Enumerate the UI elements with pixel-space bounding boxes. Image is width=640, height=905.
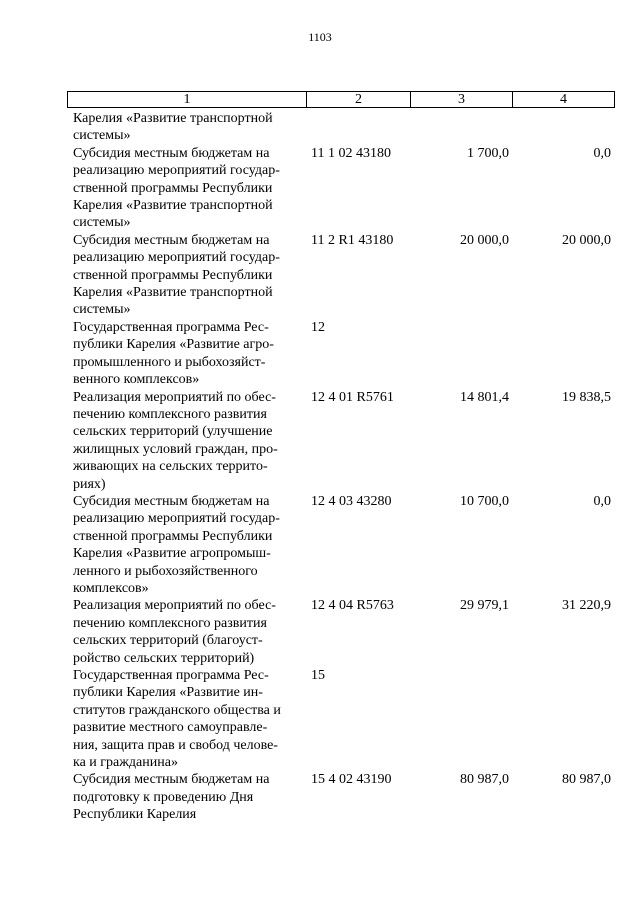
row-name: Субсидия местным бюджетам на реализацию мероприятий государ- ственной программы Республики Карелия «Развитие транспортной системы» (73, 145, 280, 231)
row-value-1: 29 979,1 (460, 598, 509, 614)
table-row (67, 232, 615, 319)
row-name: Реализация мероприятий по обес- печению комплексного развития сельских территорий (благоуст- ройство сельских территорий) (73, 598, 276, 666)
header-col-4: 4 (512, 92, 614, 107)
row-code: 11 1 02 43180 (311, 145, 391, 161)
row-value-2: 0,0 (593, 145, 611, 161)
table-body (67, 110, 615, 824)
header-col-3: 3 (410, 92, 512, 107)
table-row (67, 493, 615, 597)
row-name: Субсидия местным бюджетам на реализацию мероприятий государ- ственной программы Республики Карелия «Развитие транспортной системы» (73, 232, 280, 318)
row-name: Субсидия местным бюджетам на подготовку к проведению Дня Республики Карелия (73, 772, 270, 823)
header-col-1: 1 (183, 92, 191, 107)
table-row (67, 771, 615, 823)
row-value-1: 14 801,4 (460, 389, 509, 405)
row-name: Реализация мероприятий по обес- печению комплексного развития сельских территорий (улучшение жилищных условий граждан, про- живающих на сельских террито- риях) (73, 389, 278, 492)
row-code: 12 4 01 R5761 (311, 389, 394, 405)
row-code: 12 (311, 319, 325, 335)
row-value-2: 80 987,0 (562, 772, 611, 788)
row-value-2 (511, 110, 613, 145)
row-value-1 (409, 319, 511, 389)
row-value-2: 19 838,5 (562, 389, 611, 405)
row-code: 12 4 03 43280 (311, 493, 392, 509)
row-name: Субсидия местным бюджетам на реализацию мероприятий государ- ственной программы Республики Карелия «Развитие агропромыш- ленного и рыбохозяйственного комплексов» (73, 493, 280, 596)
table-header (67, 91, 615, 108)
header-col-2: 2 (306, 92, 410, 107)
row-value-1: 80 987,0 (460, 772, 509, 788)
row-code: 11 2 R1 43180 (311, 232, 394, 248)
row-value-1: 1 700,0 (467, 145, 509, 161)
row-value-2 (511, 319, 613, 389)
row-value-2: 20 000,0 (562, 232, 611, 248)
row-value-2: 31 220,9 (562, 598, 611, 614)
row-name: Карелия «Развитие транспортной системы» (73, 111, 273, 144)
row-name: Государственная программа Рес- публики Карелия «Развитие агро- промышленного и рыбохозяйст- венного комплексов» (73, 319, 274, 388)
row-code: 15 4 02 43190 (311, 772, 392, 788)
table-row (67, 667, 615, 771)
table-row (67, 110, 615, 145)
row-value-1: 20 000,0 (460, 232, 509, 248)
table-row (67, 597, 615, 667)
row-code (305, 110, 409, 145)
row-value-1: 10 700,0 (460, 493, 509, 509)
row-value-2 (511, 667, 613, 771)
page-number: 1103 (308, 30, 332, 44)
row-value-2: 0,0 (593, 493, 611, 509)
row-code: 12 4 04 R5763 (311, 598, 394, 614)
table-row (67, 145, 615, 232)
row-value-1 (409, 667, 511, 771)
row-code: 15 (311, 668, 325, 683)
row-name: Государственная программа Рес- публики Карелия «Развитие ин- ститутов гражданского общества и развитие местного самоуправле- ния, защита прав и свобод челове- ка и гражданина» (73, 668, 281, 771)
row-value-1 (409, 110, 511, 145)
table-row (67, 319, 615, 389)
table-row (67, 389, 615, 493)
